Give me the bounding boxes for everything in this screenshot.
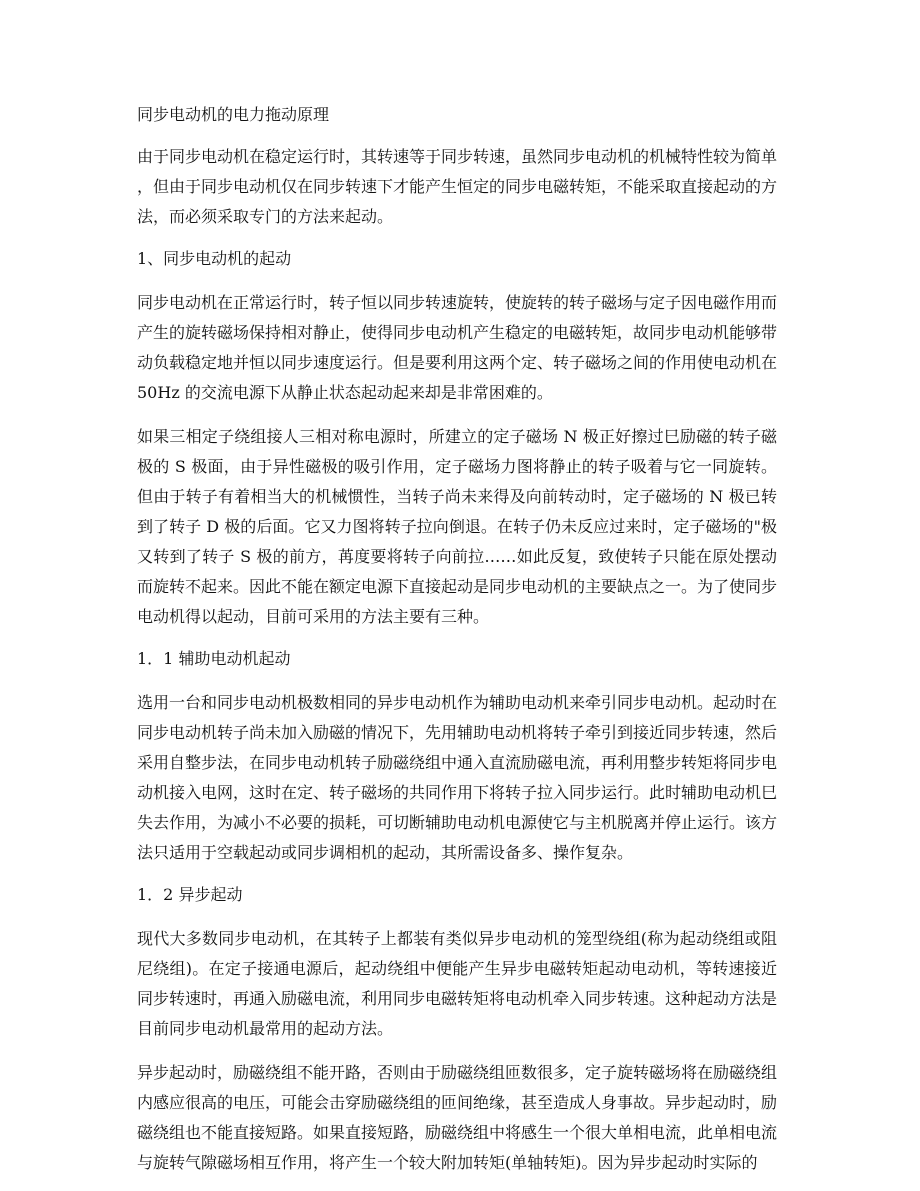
section-1-paragraph-1: 同步电动机在正常运行时，转子恒以同步转速旋转，使旋转的转子磁场与定子因电磁作用而产生的旋转磁场保持相对静止，使得同步电动机产生稳定的电磁转矩，故同步电动机能够带动负载稳定地并恒以同步速度运行。但是要利用这两个定、转子磁场之间的作用使电动机在 50Hz 的交流电源下从静止状态起动起来却是非常困难的。 [137, 293, 778, 402]
section-1-2-heading: 1．2 异步起动 [137, 885, 243, 904]
section-1-heading: 1、同步电动机的起动 [137, 249, 292, 268]
intro-paragraph: 由于同步电动机在稳定运行时，其转速等于同步转速，虽然同步电动机的机械特性较为简单，但由于同步电动机仅在同步转速下才能产生恒定的同步电磁转矩，不能采取直接起动的方法，而必须采取专门的方法来起动。 [137, 147, 778, 226]
section-1-1-heading: 1．1 辅助电动机起动 [137, 649, 291, 668]
section-1-paragraph-2: 如果三相定子绕组接人三相对称电源时，所建立的定子磁场 N 极正好擦过巳励磁的转子磁极的 S 极面，由于异性磁极的吸引作用，定子磁场力图将静止的转子吸着与它一同旋转。但由于转子有着相当大的机械惯性，当转子尚未来得及向前转动时，定子磁场的 N 极已转到了转子 D 极的后面。它又力图将转子拉向倒退。在转子仍未反应过来时，定子磁场的"极又转到了转子 S 极的前方，苒度要将转子向前拉……如此反复，致使转子只能在原处摆动而旋转不起来。因此不能在额定电源下直接起动是同步电动机的主要缺点之一。为了使同步电动机得以起动，目前可采用的方法主要有三种。 [137, 427, 778, 626]
document-body [137, 100, 777, 1178]
section-1-2-paragraph-2: 异步起动时，励磁绕组不能开路，否则由于励磁绕组匝数很多，定子旋转磁场将在励磁绕组内感应很高的电压，可能会击穿励磁绕组的匝间绝缘，甚至造成人身事故。异步起动时，励磁绕组也不能直接短路。如果直接短路，励磁绕组中将感生一个很大单相电流，此单相电流与旋转气隙磁场相互作用，将产生一个较大附加转矩(单轴转矩)。因为异步起动时实际的 [137, 1063, 778, 1172]
document-title: 同步电动机的电力拖动原理 [137, 105, 330, 124]
section-1-1-paragraph: 选用一台和同步电动机极数相同的异步电动机作为辅助电动机来牵引同步电动机。起动时在同步电动机转子尚未加入励磁的情况下，先用辅助电动机将转子牵引到接近同步转速，然后采用自整步法，在同步电动机转子励磁绕组中通入直流励磁电流，再利用整步转矩将同步电动机接入电网，这时在定、转子磁场的共同作用下将转子拉入同步运行。此时辅助电动机巳失去作用，为减小不必要的损耗，可切断辅助电动机电源使它与主机脱离并停止运行。该方法只适用于空载起动或同步调相机的起动，其所需设备多、操作复杂。 [137, 693, 778, 862]
section-1-2-paragraph-1: 现代大多数同步电动机，在其转子上都装有类似异步电动机的笼型绕组(称为起动绕组或阻尼绕组)。在定子接通电源后，起动绕组中便能产生异步电磁转矩起动电动机，等转速接近同步转速时，再通入励磁电流，利用同步电磁转矩将电动机牵入同步转速。这种起动方法是目前同步电动机最常用的起动方法。 [137, 929, 778, 1038]
